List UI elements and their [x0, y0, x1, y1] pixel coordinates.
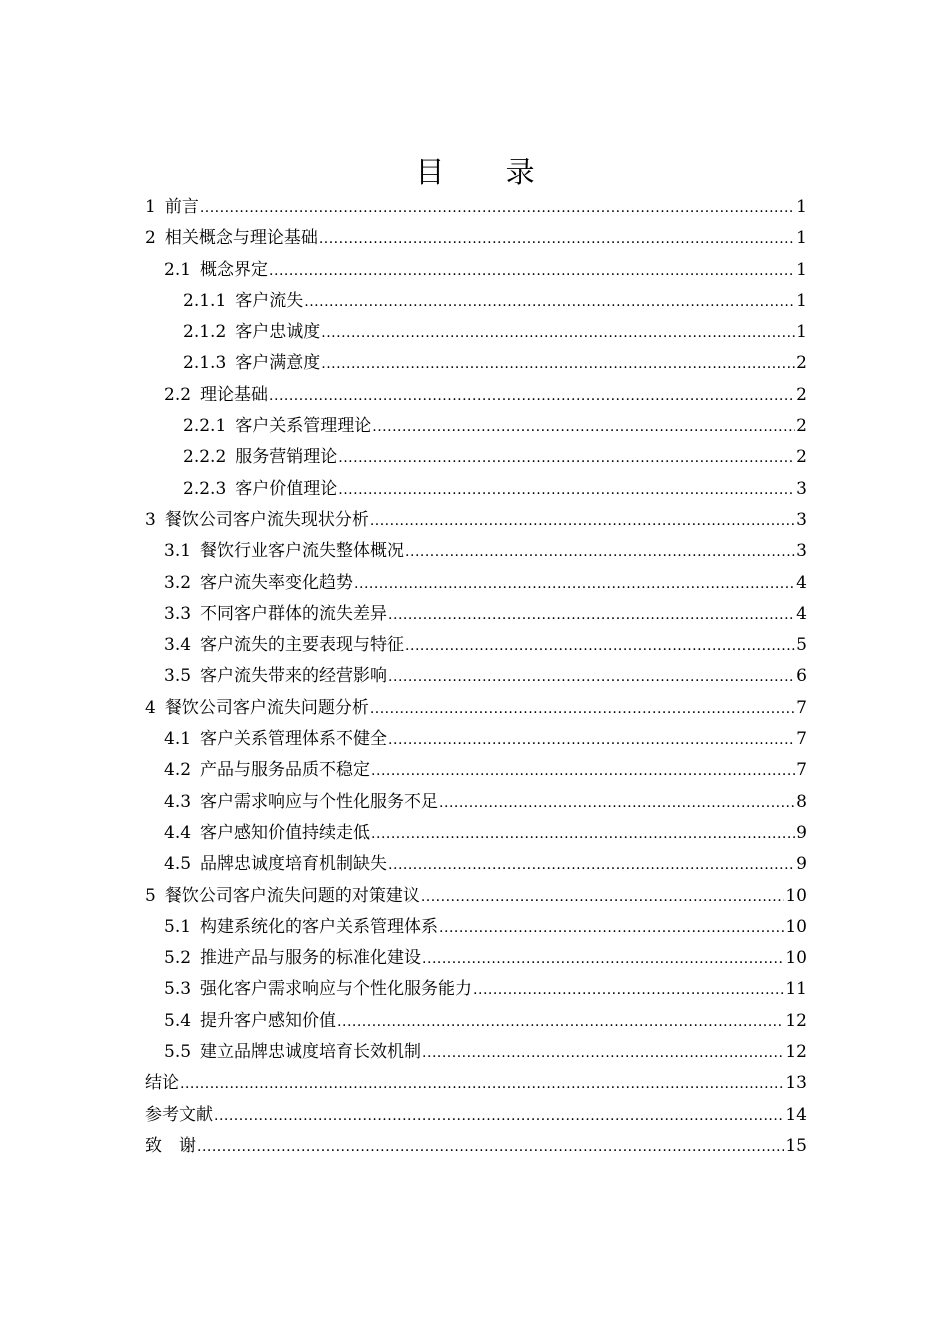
toc-entry-title: 客户需求响应与个性化服务不足 — [200, 791, 439, 812]
toc-dot-leader — [388, 662, 795, 693]
toc-entry-page-number: 10 — [785, 885, 807, 906]
toc-entry-title: 服务营销理论 — [235, 447, 338, 468]
toc-dot-leader — [214, 1101, 784, 1132]
toc-dot-leader — [388, 600, 795, 631]
toc-entry-page-number: 5 — [796, 635, 807, 656]
toc-entry-title: 不同客户群体的流失差异 — [200, 603, 388, 624]
toc-dot-leader — [337, 1007, 784, 1038]
toc-entry-number: 2.1.1 — [183, 290, 227, 311]
toc-entry-title: 客户流失 — [235, 290, 304, 311]
toc-entry-number: 2.1.3 — [183, 353, 227, 374]
toc-entry-number: 5.5 — [164, 1042, 192, 1063]
toc-entry[interactable] — [145, 630, 807, 661]
toc-entry[interactable] — [145, 755, 807, 786]
toc-entry-title: 客户价值理论 — [235, 478, 338, 499]
toc-entry[interactable] — [145, 787, 807, 818]
toc-title: 目 录 — [415, 155, 561, 189]
toc-entry-number: 2.2.3 — [183, 478, 227, 499]
toc-entry[interactable] — [145, 474, 807, 505]
toc-entry-number: 3.5 — [164, 666, 192, 687]
toc-entry-title: 提升客户感知价值 — [200, 1010, 337, 1031]
toc-entry[interactable] — [145, 974, 807, 1005]
toc-entry-title: 概念界定 — [200, 259, 269, 280]
toc-entry-number: 1 — [145, 197, 156, 217]
toc-entry-page-number: 7 — [796, 729, 807, 750]
toc-entry[interactable] — [145, 693, 807, 724]
toc-dot-leader — [388, 725, 795, 756]
toc-entry-title: 前言 — [164, 197, 199, 217]
toc-entry-page-number: 1 — [796, 322, 807, 343]
toc-entry-page-number: 1 — [796, 259, 807, 280]
toc-entry[interactable] — [145, 1006, 807, 1037]
toc-entry-page-number: 12 — [785, 1010, 807, 1031]
toc-entry-title: 结论 — [145, 1073, 179, 1094]
toc-entry-number: 2.2.1 — [183, 416, 227, 437]
toc-dot-leader — [354, 569, 795, 600]
toc-dot-leader — [180, 1069, 784, 1100]
toc-entry-page-number: 9 — [796, 822, 807, 843]
toc-entry-title: 致 谢 — [145, 1135, 196, 1156]
toc-entry-page-number: 10 — [785, 948, 807, 969]
toc-entry-number: 2.1 — [164, 259, 192, 280]
toc-entry-number: 2 — [145, 228, 156, 249]
toc-dot-leader — [388, 850, 795, 881]
toc-dot-leader — [338, 443, 795, 474]
toc-dot-leader — [269, 256, 795, 287]
toc-dot-leader — [321, 349, 795, 380]
toc-entry[interactable] — [145, 724, 807, 755]
toc-entry-page-number: 13 — [785, 1073, 807, 1094]
toc-entry-page-number: 6 — [796, 666, 807, 687]
toc-entry[interactable] — [145, 505, 807, 536]
toc-entry-page-number: 3 — [796, 478, 807, 499]
toc-entry-number: 4.2 — [164, 760, 192, 781]
toc-entry-page-number: 2 — [796, 416, 807, 437]
toc-entry-number: 5.3 — [164, 979, 192, 1000]
toc-dot-leader — [338, 475, 795, 506]
toc-entry[interactable] — [145, 317, 807, 348]
toc-entry-title: 客户关系管理体系不健全 — [200, 729, 388, 750]
toc-dot-leader — [405, 631, 795, 662]
toc-entry-page-number: 9 — [796, 854, 807, 875]
toc-entry-number: 5 — [145, 885, 156, 906]
toc-entry-page-number: 2 — [796, 384, 807, 405]
toc-entry-title: 相关概念与理论基础 — [164, 228, 318, 249]
toc-entry-title: 餐饮公司客户流失问题的对策建议 — [164, 885, 420, 906]
toc-entry-page-number: 14 — [785, 1104, 807, 1125]
toc-dot-leader — [371, 819, 795, 850]
toc-entry[interactable] — [145, 661, 807, 692]
toc-entry-title: 餐饮公司客户流失问题分析 — [164, 697, 369, 718]
toc-dot-leader — [321, 318, 795, 349]
toc-dot-leader — [200, 193, 795, 224]
toc-entry-page-number: 2 — [796, 447, 807, 468]
toc-entry-page-number: 3 — [796, 541, 807, 562]
toc-entry-number: 5.1 — [164, 916, 192, 937]
toc-entry-title: 餐饮公司客户流失现状分析 — [164, 509, 369, 530]
toc-dot-leader — [422, 1038, 784, 1069]
toc-entry-page-number: 8 — [796, 791, 807, 812]
toc-dot-leader — [405, 537, 795, 568]
toc-entry-number: 5.4 — [164, 1010, 192, 1031]
toc-entry-title: 客户流失率变化趋势 — [200, 572, 354, 593]
toc-entry-page-number: 4 — [796, 603, 807, 624]
toc-entry-title: 餐饮行业客户流失整体概况 — [200, 541, 405, 562]
toc-entry-number: 4.5 — [164, 854, 192, 875]
toc-entry-title: 建立品牌忠诚度培育长效机制 — [200, 1042, 422, 1063]
toc-dot-leader — [370, 694, 795, 725]
toc-entry-page-number: 15 — [785, 1135, 807, 1156]
toc-entry-page-number: 1 — [796, 228, 807, 249]
toc-entry-title: 构建系统化的客户关系管理体系 — [200, 916, 439, 937]
toc-entry[interactable] — [145, 1068, 807, 1099]
toc-entry[interactable] — [145, 255, 807, 286]
toc-entry-page-number: 12 — [785, 1042, 807, 1063]
toc-entry[interactable] — [145, 1131, 807, 1162]
toc-dot-leader — [197, 1132, 784, 1163]
toc-dot-leader — [372, 412, 795, 443]
toc-entry-page-number: 11 — [785, 979, 807, 1000]
table-of-contents — [145, 192, 807, 1162]
toc-entry-number: 2.2.2 — [183, 447, 227, 468]
toc-entry[interactable] — [145, 1037, 807, 1068]
toc-entry[interactable] — [145, 380, 807, 411]
toc-entry-title: 客户关系管理理论 — [235, 416, 372, 437]
toc-dot-leader — [319, 224, 795, 255]
toc-entry[interactable] — [145, 442, 807, 473]
toc-entry[interactable] — [145, 286, 807, 317]
toc-entry-title: 强化客户需求响应与个性化服务能力 — [200, 979, 473, 1000]
toc-dot-leader — [269, 381, 795, 412]
toc-entry-title: 客户流失带来的经营影响 — [200, 666, 388, 687]
toc-dot-leader — [371, 756, 795, 787]
toc-entry-number: 3.1 — [164, 541, 192, 562]
toc-entry-number: 3.2 — [164, 572, 192, 593]
toc-entry-title: 客户满意度 — [235, 353, 321, 374]
toc-dot-leader — [421, 882, 785, 913]
toc-entry[interactable] — [145, 849, 807, 880]
toc-entry[interactable] — [145, 943, 807, 974]
toc-entry-title: 产品与服务品质不稳定 — [200, 760, 371, 781]
toc-entry-page-number: 1 — [796, 290, 807, 311]
toc-entry[interactable] — [145, 348, 807, 379]
toc-dot-leader — [422, 944, 784, 975]
toc-entry-number: 3.4 — [164, 635, 192, 656]
toc-dot-leader — [439, 788, 795, 819]
toc-entry[interactable] — [145, 568, 807, 599]
toc-entry[interactable] — [145, 223, 807, 254]
toc-entry-page-number: 4 — [796, 572, 807, 593]
toc-entry[interactable] — [145, 411, 807, 442]
toc-entry-number: 2.2 — [164, 384, 192, 405]
toc-entry-page-number: 2 — [796, 353, 807, 374]
toc-entry-title: 参考文献 — [145, 1104, 213, 1125]
toc-entry-number: 4 — [145, 697, 156, 718]
toc-entry-title: 理论基础 — [200, 384, 269, 405]
toc-entry-page-number: 10 — [785, 916, 807, 937]
toc-entry-number: 2.1.2 — [183, 322, 227, 343]
toc-dot-leader — [473, 975, 784, 1006]
toc-entry-title: 客户流失的主要表现与特征 — [200, 635, 405, 656]
toc-dot-leader — [304, 287, 795, 318]
toc-entry-page-number: 3 — [796, 509, 807, 530]
toc-entry-number: 4.4 — [164, 822, 192, 843]
toc-entry-title: 品牌忠诚度培育机制缺失 — [200, 854, 388, 875]
toc-entry-page-number: 7 — [796, 760, 807, 781]
toc-entry[interactable] — [145, 912, 807, 943]
toc-entry-number: 4.3 — [164, 791, 192, 812]
toc-entry[interactable] — [145, 1100, 807, 1131]
toc-entry[interactable] — [145, 536, 807, 567]
toc-entry-page-number: 1 — [796, 197, 807, 217]
toc-entry-number: 3 — [145, 509, 156, 530]
toc-entry[interactable] — [145, 192, 807, 223]
toc-entry-number: 5.2 — [164, 948, 192, 969]
toc-entry[interactable] — [145, 881, 807, 912]
toc-entry-title: 客户忠诚度 — [235, 322, 321, 343]
toc-entry-title: 推进产品与服务的标准化建设 — [200, 948, 422, 969]
toc-entry-page-number: 7 — [796, 697, 807, 718]
toc-entry-title: 客户感知价值持续走低 — [200, 822, 371, 843]
toc-entry-number: 4.1 — [164, 729, 192, 750]
toc-dot-leader — [370, 506, 795, 537]
toc-dot-leader — [439, 913, 784, 944]
toc-entry-number: 3.3 — [164, 603, 192, 624]
toc-entry[interactable] — [145, 818, 807, 849]
toc-entry[interactable] — [145, 599, 807, 630]
